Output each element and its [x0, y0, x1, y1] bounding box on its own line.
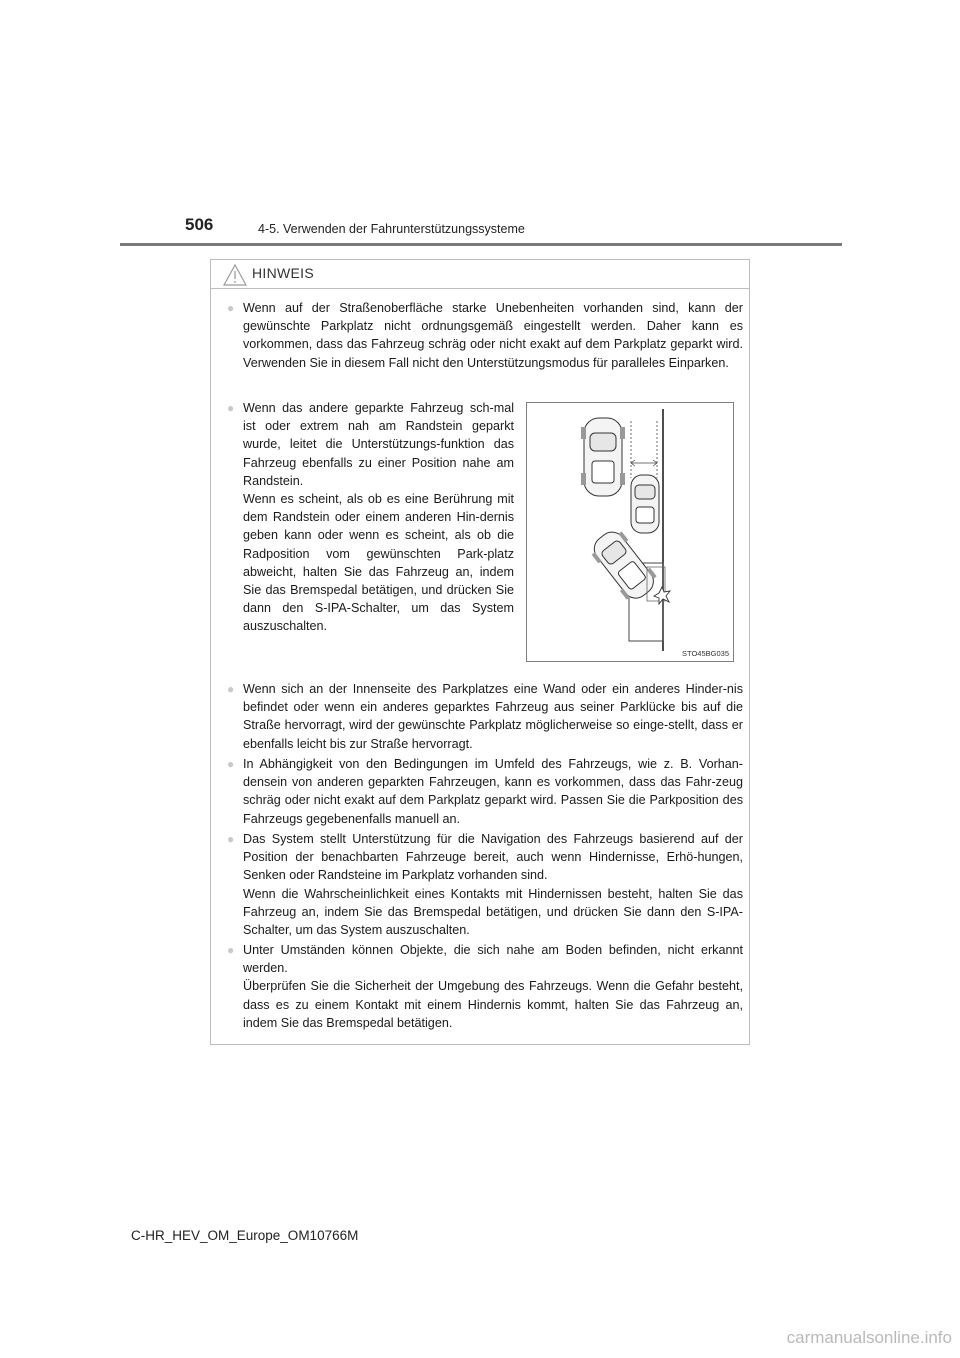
paragraph: Wenn es scheint, als ob es eine Berührung mit dem Randstein oder einem anderen Hin-dernis geben kann oder wenn es scheint, als ob die Radposition vom gewünschten Park-platz abweicht, halten Sie das Fahrzeug an, indem Sie das Bremspedal betätigen, und drücken Sie dann den S-IPA-Schalter, um das System auszuschalten. — [243, 492, 514, 634]
header-divider — [120, 243, 842, 246]
bullet-icon: ● — [227, 943, 235, 957]
watermark: carmanualsonline.info — [786, 1328, 952, 1347]
warning-triangle-icon — [223, 264, 247, 286]
maneuvering-car — [587, 525, 661, 605]
parking-diagram — [527, 403, 733, 661]
list-item — [227, 755, 743, 828]
bullet-icon: ● — [227, 301, 235, 315]
notice-header — [211, 260, 749, 289]
list-item — [227, 399, 514, 636]
paragraph: Wenn das andere geparkte Fahrzeug sch-mal ist oder extrem nah am Randstein geparkt wurde, leitet die Unterstützungs-funktion das Fahrzeug ebenfalls zu einer Position nahe am Randstein. — [243, 401, 514, 488]
paragraph: Überprüfen Sie die Sicherheit der Umgebung des Fahrzeugs. Wenn die Gefahr besteht, dass es zu einem Kontakt mit einem Hindernis kommt, halten Sie das Fahrzeug an, indem Sie das Bremspedal betätigen. — [243, 979, 743, 1030]
paragraph: Wenn sich an der Innenseite des Parkplatzes eine Wand oder ein anderes Hinder-nis befindet oder wenn ein anderes geparktes Fahrzeug aus seiner Parklücke bis auf die Straße hervorragt, wird der gewünschte Parkplatz möglicherweise so einge-stellt, dass er ebenfalls leicht bis zur Straße hervorragt. — [243, 682, 743, 751]
parked-car-front — [581, 418, 625, 496]
bullet-icon: ● — [227, 757, 235, 771]
contact-burst-icon — [654, 587, 670, 604]
document-id: C-HR_HEV_OM_Europe_OM10766M — [131, 1228, 359, 1243]
page-number: 506 — [185, 215, 214, 234]
paragraph: Unter Umständen können Objekte, die sich nahe am Boden befinden, nicht erkannt werden. — [243, 943, 743, 976]
paragraph: Wenn die Wahrscheinlichkeit eines Kontakts mit Hindernissen besteht, halten Sie das Fahrzeug an, indem Sie das Bremspedal betätigen, und drücken Sie dann den S-IPA-Schalter, um das System auszuschalten. — [243, 886, 743, 938]
notice-title: HINWEIS — [252, 265, 314, 281]
paragraph: Das System stellt Unterstützung für die Navigation des Fahrzeugs basierend auf der Position der benachbarten Fahrzeuge bereit, auch wenn Hindernisse, Erhö-hungen, Senken oder Randsteine im Parkplatz vorhanden sind. — [243, 832, 743, 883]
figure-code: STO45BG035 — [682, 649, 729, 658]
parked-car-curb — [631, 475, 659, 533]
paragraph: Wenn auf der Straßenoberfläche starke Unebenheiten vorhanden sind, kann der gewünschte Parkplatz nicht ordnungsgemäß eingestellt werden. Daher kann es vorkommen, dass das Fahrzeug schräg oder nicht exakt auf dem Parkplatz geparkt wird. Verwenden Sie in diesem Fall nicht den Unterstützungsmodus für paralleles Einparken. — [243, 301, 743, 370]
list-item — [227, 680, 743, 753]
list-item — [227, 830, 743, 939]
bullet-icon: ● — [227, 682, 235, 696]
list-item — [227, 299, 743, 372]
bullet-icon: ● — [227, 832, 235, 846]
paragraph: In Abhängigkeit von den Bedingungen im Umfeld des Fahrzeugs, wie z. B. Vorhan-densein von anderen geparkten Fahrzeugen, kann es vorkommen, dass das Fahr-zeug schräg oder nicht exakt auf dem Parkplatz geparkt wird. Passen Sie die Parkposition des Fahrzeugs gegebenenfalls manuell an. — [243, 757, 743, 826]
parking-illustration — [526, 402, 734, 662]
bullet-icon: ● — [227, 401, 235, 415]
list-item — [227, 941, 743, 1032]
section-title: 4-5. Verwenden der Fahrunterstützungssysteme — [258, 222, 525, 236]
